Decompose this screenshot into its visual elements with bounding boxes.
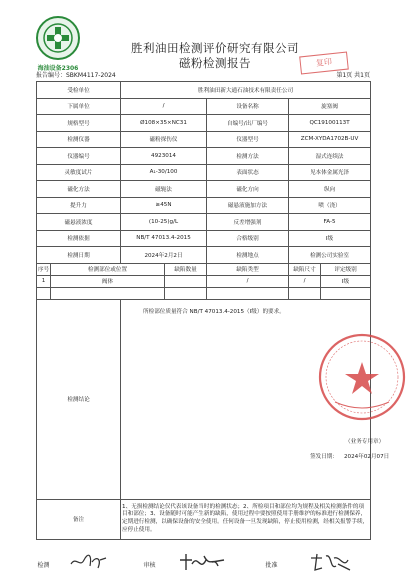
- info-value: 2024年2月2日: [121, 247, 207, 264]
- reviewer-signature-icon: [178, 550, 226, 576]
- defect-cell: [165, 275, 207, 287]
- info-label: 检测地点: [207, 247, 289, 264]
- info-label: 合格级别: [207, 230, 289, 247]
- report-table: [36, 81, 390, 584]
- info-label: 表面状态: [207, 164, 289, 181]
- defect-header-row: [37, 263, 371, 275]
- info-row: [37, 148, 371, 165]
- info-row: [37, 82, 371, 99]
- info-row: [37, 181, 371, 198]
- info-label: 检测日期: [37, 247, 121, 264]
- info-label: 反差增强剂: [207, 214, 289, 231]
- conclusion-row: [37, 299, 371, 499]
- info-row: [37, 115, 371, 132]
- info-label: 自编号/出厂编号: [207, 115, 289, 132]
- business-seal-note: （业务专用章）: [345, 438, 385, 445]
- company-logo-icon: [35, 15, 81, 61]
- info-value: ≥45N: [121, 197, 207, 214]
- info-value: Ø108×35×NC31: [121, 115, 207, 132]
- defect-cell: 阀体: [51, 275, 165, 287]
- defect-cell: [289, 287, 321, 299]
- info-value: 湿式连续法: [289, 148, 371, 165]
- column-header: 缺陷数量: [165, 263, 207, 275]
- info-row: [37, 197, 371, 214]
- approver-label: 批准: [265, 561, 278, 569]
- defect-cell: 1: [37, 275, 51, 287]
- reviewer-label: 审核: [143, 561, 156, 569]
- report-title: 磁粉检测报告: [179, 56, 251, 70]
- report-number: 报告编号：SBKM4117-2024: [36, 72, 116, 79]
- column-header: 检测部位或位置: [51, 263, 165, 275]
- defect-cell: [207, 287, 289, 299]
- info-value: 磁轭法: [121, 181, 207, 198]
- info-label: 下属单位: [37, 98, 121, 115]
- info-row: [37, 131, 371, 148]
- defect-cell: Ⅰ级: [321, 275, 371, 287]
- logo-caption: 海油设备2306: [37, 65, 79, 72]
- info-label: 受检单位: [37, 82, 121, 99]
- signature-row: [37, 539, 371, 584]
- defect-cell: [321, 287, 371, 299]
- info-row: [37, 230, 371, 247]
- defect-row: [37, 275, 371, 287]
- info-label: 检测方法: [207, 148, 289, 165]
- info-label: 仪器编号: [37, 148, 121, 165]
- column-header: 缺陷尺寸: [289, 263, 321, 275]
- info-value: 喷（浇）: [289, 197, 371, 214]
- info-value: Ⅰ级: [289, 230, 371, 247]
- signature-area: [37, 539, 371, 584]
- copy-stamp: 复印: [299, 52, 349, 75]
- issue-date-line: [310, 452, 389, 460]
- conclusion-text: 所检部位质量符合 NB/T 47013.4-2015（Ⅰ级）的要求。: [143, 308, 285, 315]
- approver-signature-icon: [308, 550, 352, 576]
- inspector-signature-icon: [68, 550, 108, 574]
- info-row: [37, 98, 371, 115]
- info-label: 磁化方向: [207, 181, 289, 198]
- info-row: [37, 164, 371, 181]
- defect-cell: [165, 287, 207, 299]
- conclusion-body: [121, 299, 390, 499]
- info-label: 磁悬液浓度: [37, 214, 121, 231]
- info-value: 旋塞阀: [289, 98, 371, 115]
- info-value: 见本体金属光泽: [289, 164, 371, 181]
- info-label: 设备名称: [207, 98, 289, 115]
- info-value: 检测公司实验室: [289, 247, 371, 264]
- info-value: NB/T 47013.4-2015: [121, 230, 207, 247]
- info-value: 纵向: [289, 181, 371, 198]
- info-label: 检测仪器: [37, 131, 121, 148]
- info-value: ZCM-XYDA1702B-UV: [289, 131, 371, 148]
- info-value: 磁粉探伤仪: [121, 131, 207, 148]
- notes-row: [37, 499, 371, 539]
- info-value: 胜利油田新大通石油技术有限责任公司: [121, 82, 371, 99]
- defect-cell: [51, 287, 165, 299]
- notes-text: 1、无损检测结论仅代表该设备当时的检测状态；2、所检项目和部位均为规程及相关检测条件的项目和部位；3、设备随时可能产生新的缺陷，使用过程中要按照使用手册维护的标准进行检测保养，定期进行检测，以确保设备的安全使用。任何设备一旦发现缺陷，停止使用检测，经相关报警手续，应停止使用。: [121, 499, 371, 539]
- inspector-label: 检测: [37, 561, 50, 569]
- issue-date-label: 签发日期：: [310, 453, 338, 460]
- official-seal-icon: [317, 332, 407, 422]
- info-value: (10-25)g/L: [121, 214, 207, 231]
- info-label: 磁悬液施加方法: [207, 197, 289, 214]
- defect-cell: /: [207, 275, 289, 287]
- column-header: 缺陷类型: [207, 263, 289, 275]
- info-label: 灵敏度试片: [37, 164, 121, 181]
- company-name: 胜利油田检测评价研究有限公司: [131, 41, 299, 55]
- info-row: [37, 214, 371, 231]
- info-label: 提升力: [37, 197, 121, 214]
- info-value: /: [121, 98, 207, 115]
- defect-cell: /: [289, 275, 321, 287]
- info-label: 检测依据: [37, 230, 121, 247]
- info-row: [37, 247, 371, 264]
- info-label: 磁化方法: [37, 181, 121, 198]
- column-header: 序号: [37, 263, 51, 275]
- info-value: FA-5: [289, 214, 371, 231]
- info-value: 4923014: [121, 148, 207, 165]
- defect-cell: [37, 287, 51, 299]
- info-label: 规格型号: [37, 115, 121, 132]
- page-number: 第1页 共1页: [336, 72, 370, 79]
- conclusion-label: 检测结论: [37, 299, 121, 499]
- column-header: 评定级别: [321, 263, 371, 275]
- info-value: QC19100113T: [289, 115, 371, 132]
- info-value: A₁-30/100: [121, 164, 207, 181]
- defect-row: [37, 287, 371, 299]
- notes-label: 备注: [37, 499, 121, 539]
- issue-date-value: 2024年02月07日: [344, 453, 390, 460]
- info-label: 仪器型号: [207, 131, 289, 148]
